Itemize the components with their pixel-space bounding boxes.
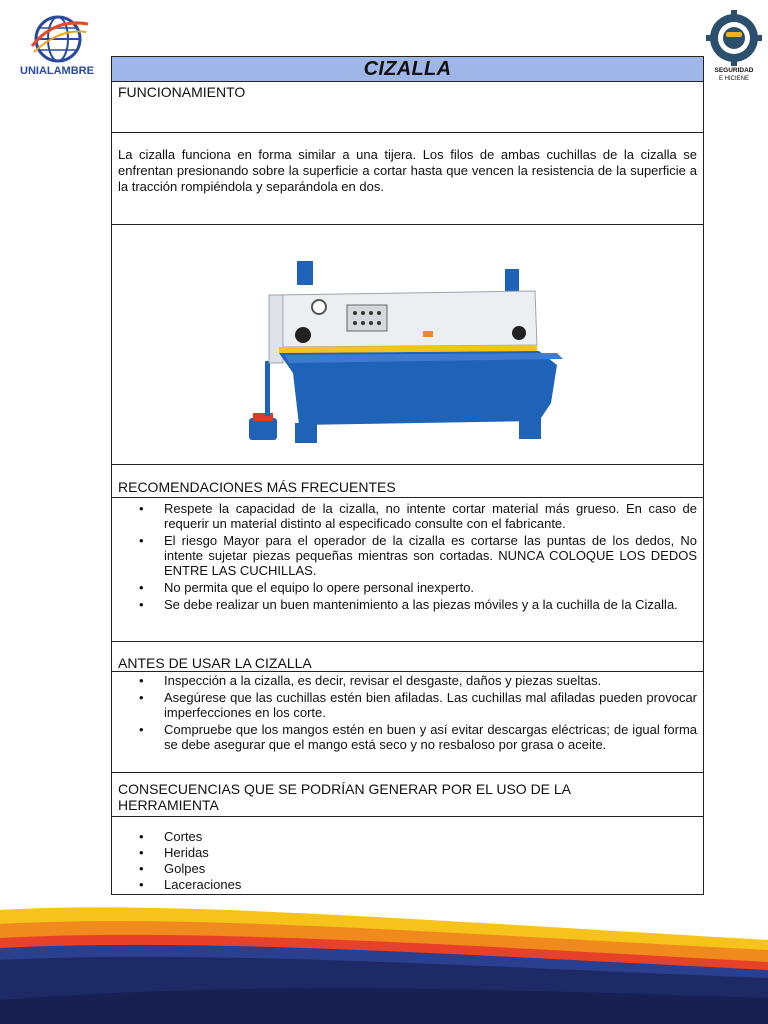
list-item: • Respete la capacidad de la cizalla, no intente cortar material más grueso. En caso de requerir un material distinto al especificado consulte con el fabricante. — [164, 501, 697, 531]
cizalla-machine-image — [239, 253, 579, 453]
page-title: CIZALLA — [363, 58, 452, 80]
cizalla-sheet — [111, 56, 704, 895]
consecuencias-heading: CONSECUENCIAS QUE SE PODRÍAN GENERAR POR EL USO DE LA HERRAMIENTA — [118, 781, 571, 813]
list-item: • El riesgo Mayor para el operador de la cizalla es cortarse las puntas de los dedos, No intente sujetar piezas pequeñas mientras son cortadas. NUNCA COLOQUE LOS DEDOS ENTRE LAS CUCHILLAS. — [164, 533, 697, 578]
antes-heading-row — [112, 641, 703, 671]
unialambre-logo-text: UNIALAMBRE — [20, 65, 94, 77]
consecuencias-heading-row — [112, 772, 703, 816]
antes-list-row — [112, 671, 703, 772]
recomendaciones-heading: RECOMENDACIONES MÁS FRECUENTES — [118, 479, 396, 495]
recomendaciones-heading-row — [112, 464, 703, 497]
title-row — [112, 57, 703, 81]
list-item: • Heridas — [164, 845, 697, 860]
recomendaciones-list-row — [112, 497, 703, 641]
funcionamiento-heading-row — [112, 81, 703, 132]
list-item: • Inspección a la cizalla, es decir, revisar el desgaste, daños y piezas sueltas. — [164, 673, 697, 688]
list-item: • Golpes — [164, 861, 697, 876]
list-item: • Se debe realizar un buen mantenimiento a las piezas móviles y a la cuchilla de la Cizalla. — [164, 597, 697, 612]
list-item: • Cortes — [164, 829, 697, 844]
funcionamiento-text: La cizalla funciona en forma similar a una tijera. Los filos de ambas cuchillas de la cizalla se enfrentan presionando sobre la superficie a cortar hasta que vencen la resistencia de la superficie a la tracción rompiéndola y separándola en dos. — [118, 147, 697, 194]
logo-line-2: E HICIENE — [718, 76, 750, 82]
list-item: • Asegúrese que las cuchillas estén bien afiladas. Las cuchillas mal afiladas pueden provocar imperfecciones en los corte. — [164, 690, 697, 720]
footer-swoosh-decoration — [0, 880, 768, 1024]
funcionamiento-text-row — [112, 132, 703, 224]
list-item: • Laceraciones — [164, 877, 697, 892]
image-row — [112, 224, 703, 464]
logo-line-1: SEGURIDAD — [714, 67, 754, 74]
antes-heading: ANTES DE USAR LA CIZALLA — [118, 655, 312, 671]
recomendaciones-list — [112, 501, 703, 612]
list-item: • Compruebe que los mangos estén en buen y así evitar descargas eléctricas; de igual forma se debe asegurar que el mango está seco y no resbaloso por grasa o aceite. — [164, 722, 697, 752]
antes-list — [112, 673, 703, 752]
funcionamiento-heading: FUNCIONAMIENTO — [118, 84, 246, 100]
seguridad-higiene-logo — [704, 10, 764, 82]
list-item: • No permita que el equipo lo opere personal inexperto. — [164, 580, 697, 595]
unialambre-logo — [14, 12, 100, 80]
